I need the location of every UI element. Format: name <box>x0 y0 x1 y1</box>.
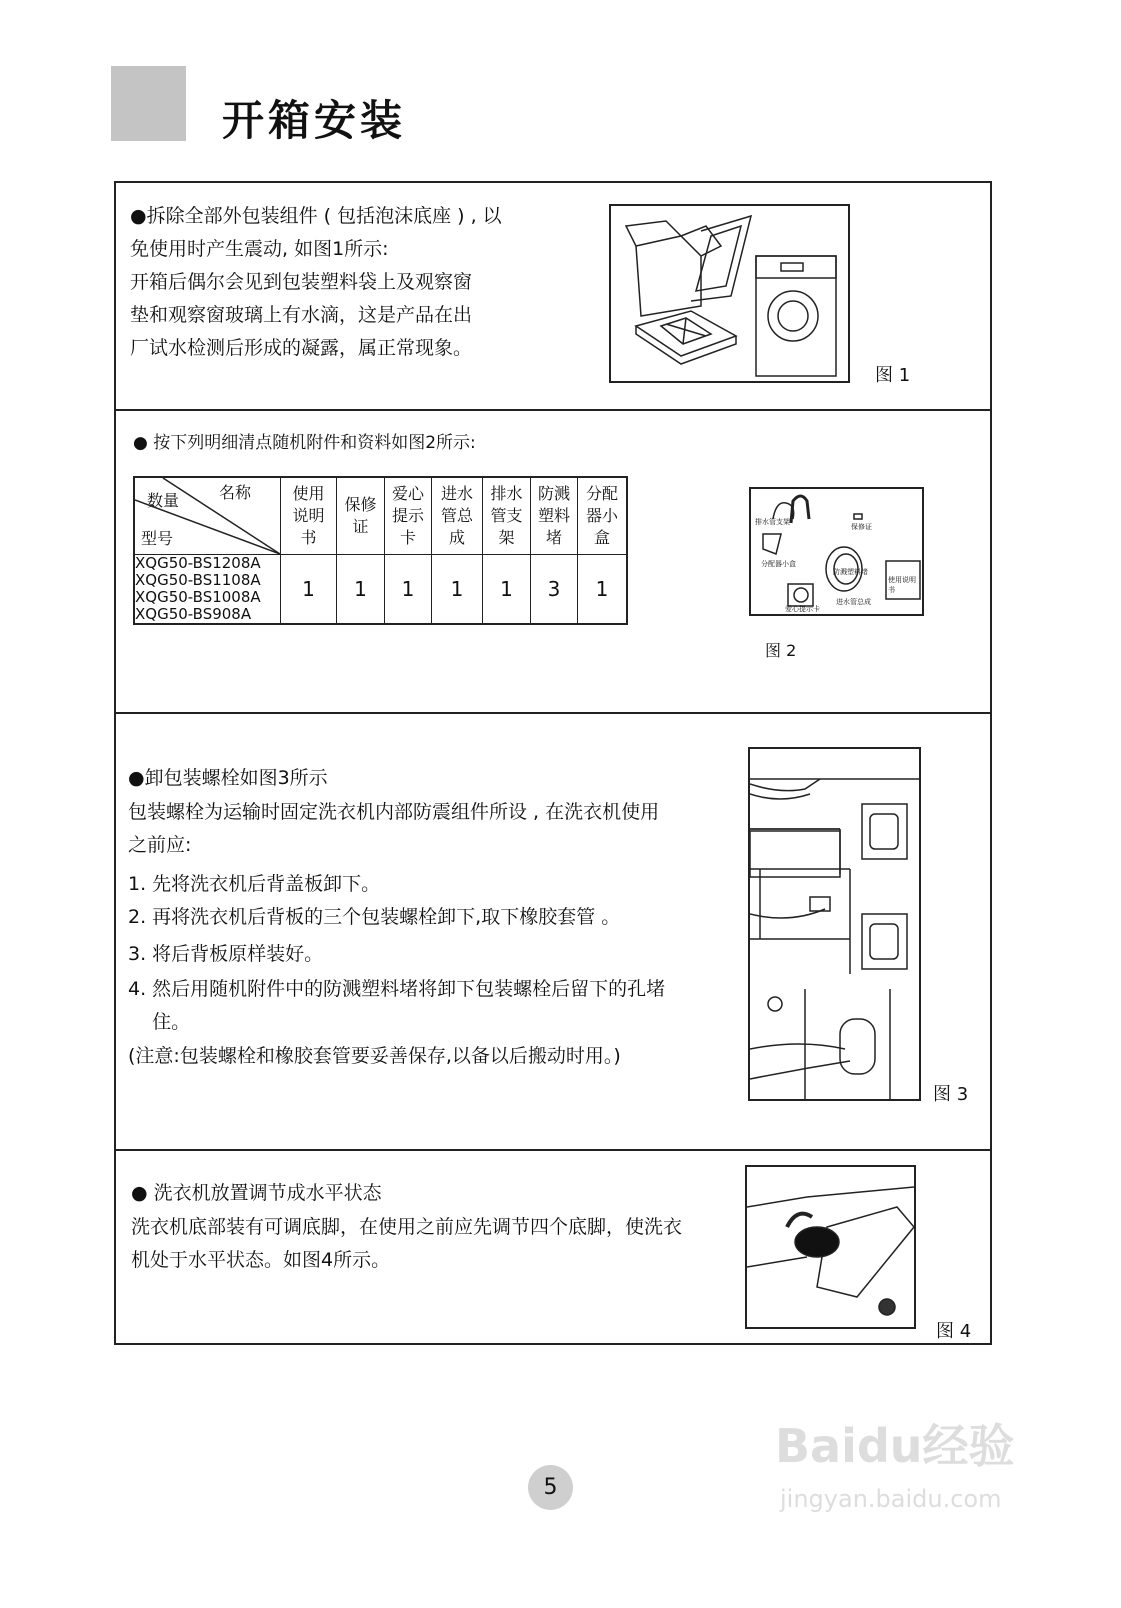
text-line: 住。 <box>128 1011 191 1033</box>
hdr-line: 证 <box>352 517 369 536</box>
hdr-line: 成 <box>448 528 465 547</box>
text-line: 免使用时产生震动, 如图1所示: <box>130 238 389 260</box>
text-line: 机处于水平状态。如图4所示。 <box>131 1249 391 1271</box>
accessories-table <box>133 476 628 625</box>
label-inlet-hose: 进水管总成 <box>836 598 871 606</box>
qty-cell: 1 <box>337 555 385 625</box>
section-intro: ● 按下列明细清点随机附件和资料如图2所示: <box>133 433 476 453</box>
divider <box>114 409 990 411</box>
column-header <box>483 477 531 555</box>
hdr-line: 分配 <box>585 484 618 503</box>
model: XQG50-BS908A <box>135 605 252 623</box>
label-dispenser-box: 分配器小盒 <box>761 560 796 568</box>
text-line: 1. 先将洗衣机后背盖板卸下。 <box>128 873 381 895</box>
hdr-line: 器小 <box>585 506 618 525</box>
hdr-line: 使用 <box>292 484 325 503</box>
corner-qty: 数量 <box>147 491 180 510</box>
column-header <box>432 477 483 555</box>
figure-3-caption: 图 3 <box>933 1084 969 1105</box>
model-list <box>134 555 281 625</box>
model: XQG50-BS1208A <box>135 554 261 572</box>
hdr-line: 提示 <box>391 506 424 525</box>
corner-cell <box>134 477 281 555</box>
table-header-row <box>134 477 627 555</box>
hdr-line: 保修 <box>344 495 377 514</box>
text-line: ● 洗衣机放置调节成水平状态 <box>131 1182 382 1204</box>
text-line: 之前应: <box>128 834 192 856</box>
text-line: 厂试水检测后形成的凝露，属正常现象。 <box>130 337 473 359</box>
divider <box>114 1149 990 1151</box>
column-header <box>578 477 628 555</box>
qty-cell: 1 <box>578 555 628 625</box>
figure-4-caption: 图 4 <box>936 1321 972 1342</box>
figure-2-caption: 图 2 <box>765 641 797 660</box>
hdr-line: 管支 <box>490 506 523 525</box>
title-gray-block <box>111 66 186 141</box>
hdr-line: 管总 <box>440 506 473 525</box>
corner-model: 型号 <box>141 529 174 548</box>
text-line: 4. 然后用随机附件中的防溅塑料堵将卸下包装螺栓后留下的孔堵 <box>128 978 666 1000</box>
text-line: 2. 再将洗衣机后背板的三个包装螺栓卸下,取下橡胶套管 。 <box>128 906 621 928</box>
figure-1-caption: 图 1 <box>875 365 911 386</box>
hdr-line: 排水 <box>490 484 523 503</box>
divider <box>114 712 990 714</box>
label-care-card: 爱心提示卡 <box>785 605 820 613</box>
hdr-line: 架 <box>498 528 515 547</box>
hdr-line: 爱心 <box>391 484 424 503</box>
text-line: (注意:包装螺栓和橡胶套管要妥善保存,以备以后搬动时用。) <box>128 1045 621 1067</box>
hdr-line: 盒 <box>593 528 610 547</box>
text-line: 3. 将后背板原样装好。 <box>128 943 324 965</box>
text-line: 包装螺栓为运输时固定洗衣机内部防震组件所设 , 在洗衣机使用 <box>128 801 660 823</box>
qty-cell: 1 <box>385 555 432 625</box>
page-title: 开箱安装 <box>222 96 407 145</box>
qty-cell: 1 <box>483 555 531 625</box>
text-line: 洗衣机底部装有可调底脚，在使用之前应先调节四个底脚，使洗衣 <box>131 1216 683 1238</box>
figure-4-image <box>745 1165 916 1329</box>
page-number: 5 <box>528 1465 573 1510</box>
hdr-line: 卡 <box>399 528 416 547</box>
figure-3-image <box>748 747 921 1101</box>
table-row <box>134 555 627 625</box>
label-manual: 使用说明书 <box>888 576 916 594</box>
watermark-url: jingyan.baidu.com <box>780 1485 1002 1513</box>
figure-2-image <box>749 487 924 616</box>
hdr-line: 进水 <box>440 484 473 503</box>
column-header <box>531 477 578 555</box>
column-header <box>281 477 337 555</box>
label-plug: 防溅塑料堵 <box>833 568 868 576</box>
column-header <box>337 477 385 555</box>
qty-cell: 3 <box>531 555 578 625</box>
hdr-line: 说明 <box>292 506 325 525</box>
qty-cell: 1 <box>432 555 483 625</box>
watermark-logo: Baidu经验 <box>775 1419 1015 1473</box>
label-drain-bracket: 排水管支架 <box>755 518 790 526</box>
hdr-line: 防溅 <box>537 484 570 503</box>
text-line: 垫和观察窗玻璃上有水滴，这是产品在出 <box>130 304 473 326</box>
figure-1-image <box>609 204 850 383</box>
hdr-line: 堵 <box>545 528 562 547</box>
label-warranty: 保修证 <box>851 523 872 531</box>
text-line: ●卸包装螺栓如图3所示 <box>128 767 328 789</box>
model: XQG50-BS1108A <box>135 571 261 589</box>
hdr-line: 书 <box>300 528 317 547</box>
text-line: ●拆除全部外包装组件 ( 包括泡沫底座 ) , 以 <box>130 205 502 227</box>
column-header <box>385 477 432 555</box>
corner-name: 名称 <box>219 483 252 502</box>
model: XQG50-BS1008A <box>135 588 261 606</box>
qty-cell: 1 <box>281 555 337 625</box>
hdr-line: 塑料 <box>537 506 570 525</box>
text-line: 开箱后偶尔会见到包装塑料袋上及观察窗 <box>130 271 473 293</box>
